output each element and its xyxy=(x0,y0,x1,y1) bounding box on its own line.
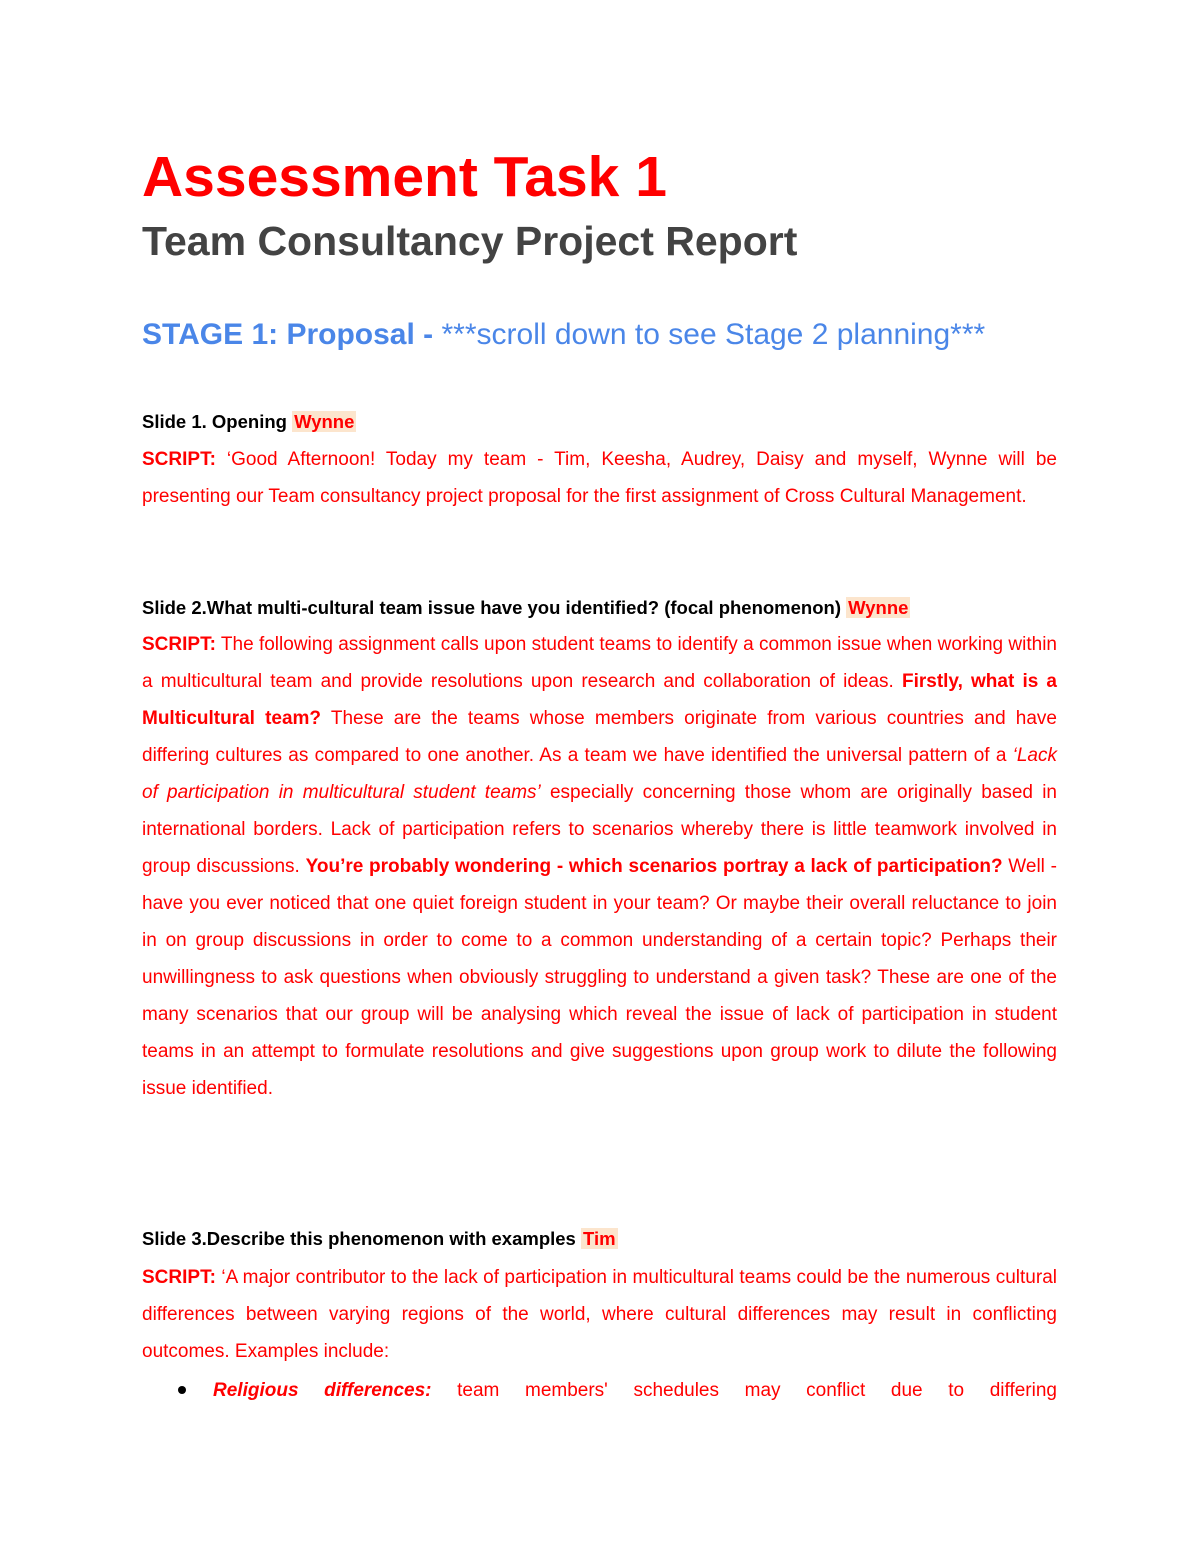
slide-3-script-text: ‘A major contributor to the lack of participation in multicultural teams could be the numerous cultural differences between varying regions of the world, where cultural differences may result in conflicting outcomes. Examples include: xyxy=(142,1267,1057,1362)
slide-2-title: Slide 2.What multi-cultural team issue have you identified? (focal phenomenon) xyxy=(142,597,847,618)
slide-2-script-label: SCRIPT: xyxy=(142,634,216,655)
slide-1-script-text: ‘Good Afternoon! Today my team - Tim, Keesha, Audrey, Daisy and myself, Wynne will be presenting our Team consultancy project proposal for the first assignment of Cross Cultural Management. xyxy=(142,449,1057,507)
slide-3-script xyxy=(142,1259,1057,1370)
slide-1-script xyxy=(142,441,1057,515)
slide-2-script xyxy=(142,626,1057,1107)
slide-2-text-2: These are the teams whose members originate from various countries and have differing cultures as compared to one another. As a team we have identified the universal pattern of a xyxy=(142,708,1057,766)
stage-label: STAGE 1: Proposal - xyxy=(142,318,434,351)
list-item xyxy=(142,1372,1057,1409)
bullet-body: team members' schedules may conflict due to differing xyxy=(431,1380,1057,1401)
slide-1-presenter: Wynne xyxy=(294,411,355,432)
bullet-icon xyxy=(178,1386,186,1394)
slide-3-title: Slide 3.Describe this phenomenon with examples xyxy=(142,1228,581,1249)
bullet-label: Religious differences: xyxy=(213,1380,432,1401)
slide-3-presenter: Tim xyxy=(582,1228,616,1249)
bullet-text xyxy=(213,1372,1057,1409)
stage-note: ***scroll down to see Stage 2 planning*** xyxy=(433,318,986,351)
stage-heading xyxy=(142,313,985,357)
slide-2-question-1: Firstly, what is a Multicultural team? xyxy=(142,671,1057,729)
slide-3-heading xyxy=(142,1226,618,1252)
slide-2-quote: ‘Lack of participation in multicultural student teams’ xyxy=(142,745,1057,803)
slide-1-script-label: SCRIPT: xyxy=(142,449,216,470)
slide-2-heading xyxy=(142,595,910,621)
slide-2-text-3: especially concerning those whom are originally based in international borders. Lack of participation refers to scenarios whereby there is little teamwork involved in group discussions. xyxy=(142,782,1057,877)
slide-2-text-4: Well - have you ever noticed that one quiet foreign student in your team? Or maybe their overall reluctance to join in on group discussions in order to come to a common understanding of a certain topic? Perhaps their unwillingness to ask questions when obviously struggling to understand a given task? These are one of the many scenarios that our group will be analysing which reveal the issue of lack of participation in student teams in an attempt to formulate resolutions and give suggestions upon group work to dilute the following issue identified. xyxy=(142,856,1057,1099)
slide-1-heading xyxy=(142,409,356,435)
slide-3-script-label: SCRIPT: xyxy=(142,1267,216,1288)
document-subtitle: Team Consultancy Project Report xyxy=(142,218,798,264)
document-title: Assessment Task 1 xyxy=(142,145,667,209)
slide-2-question-2: You’re probably wondering - which scenarios portray a lack of participation? xyxy=(305,856,1003,877)
slide-2-presenter: Wynne xyxy=(848,597,909,618)
slide-2-text-1: The following assignment calls upon student teams to identify a common issue when working within a multicultural team and provide resolutions upon research and collaboration of ideas. xyxy=(142,634,1057,692)
slide-1-title: Slide 1. Opening xyxy=(142,411,293,432)
